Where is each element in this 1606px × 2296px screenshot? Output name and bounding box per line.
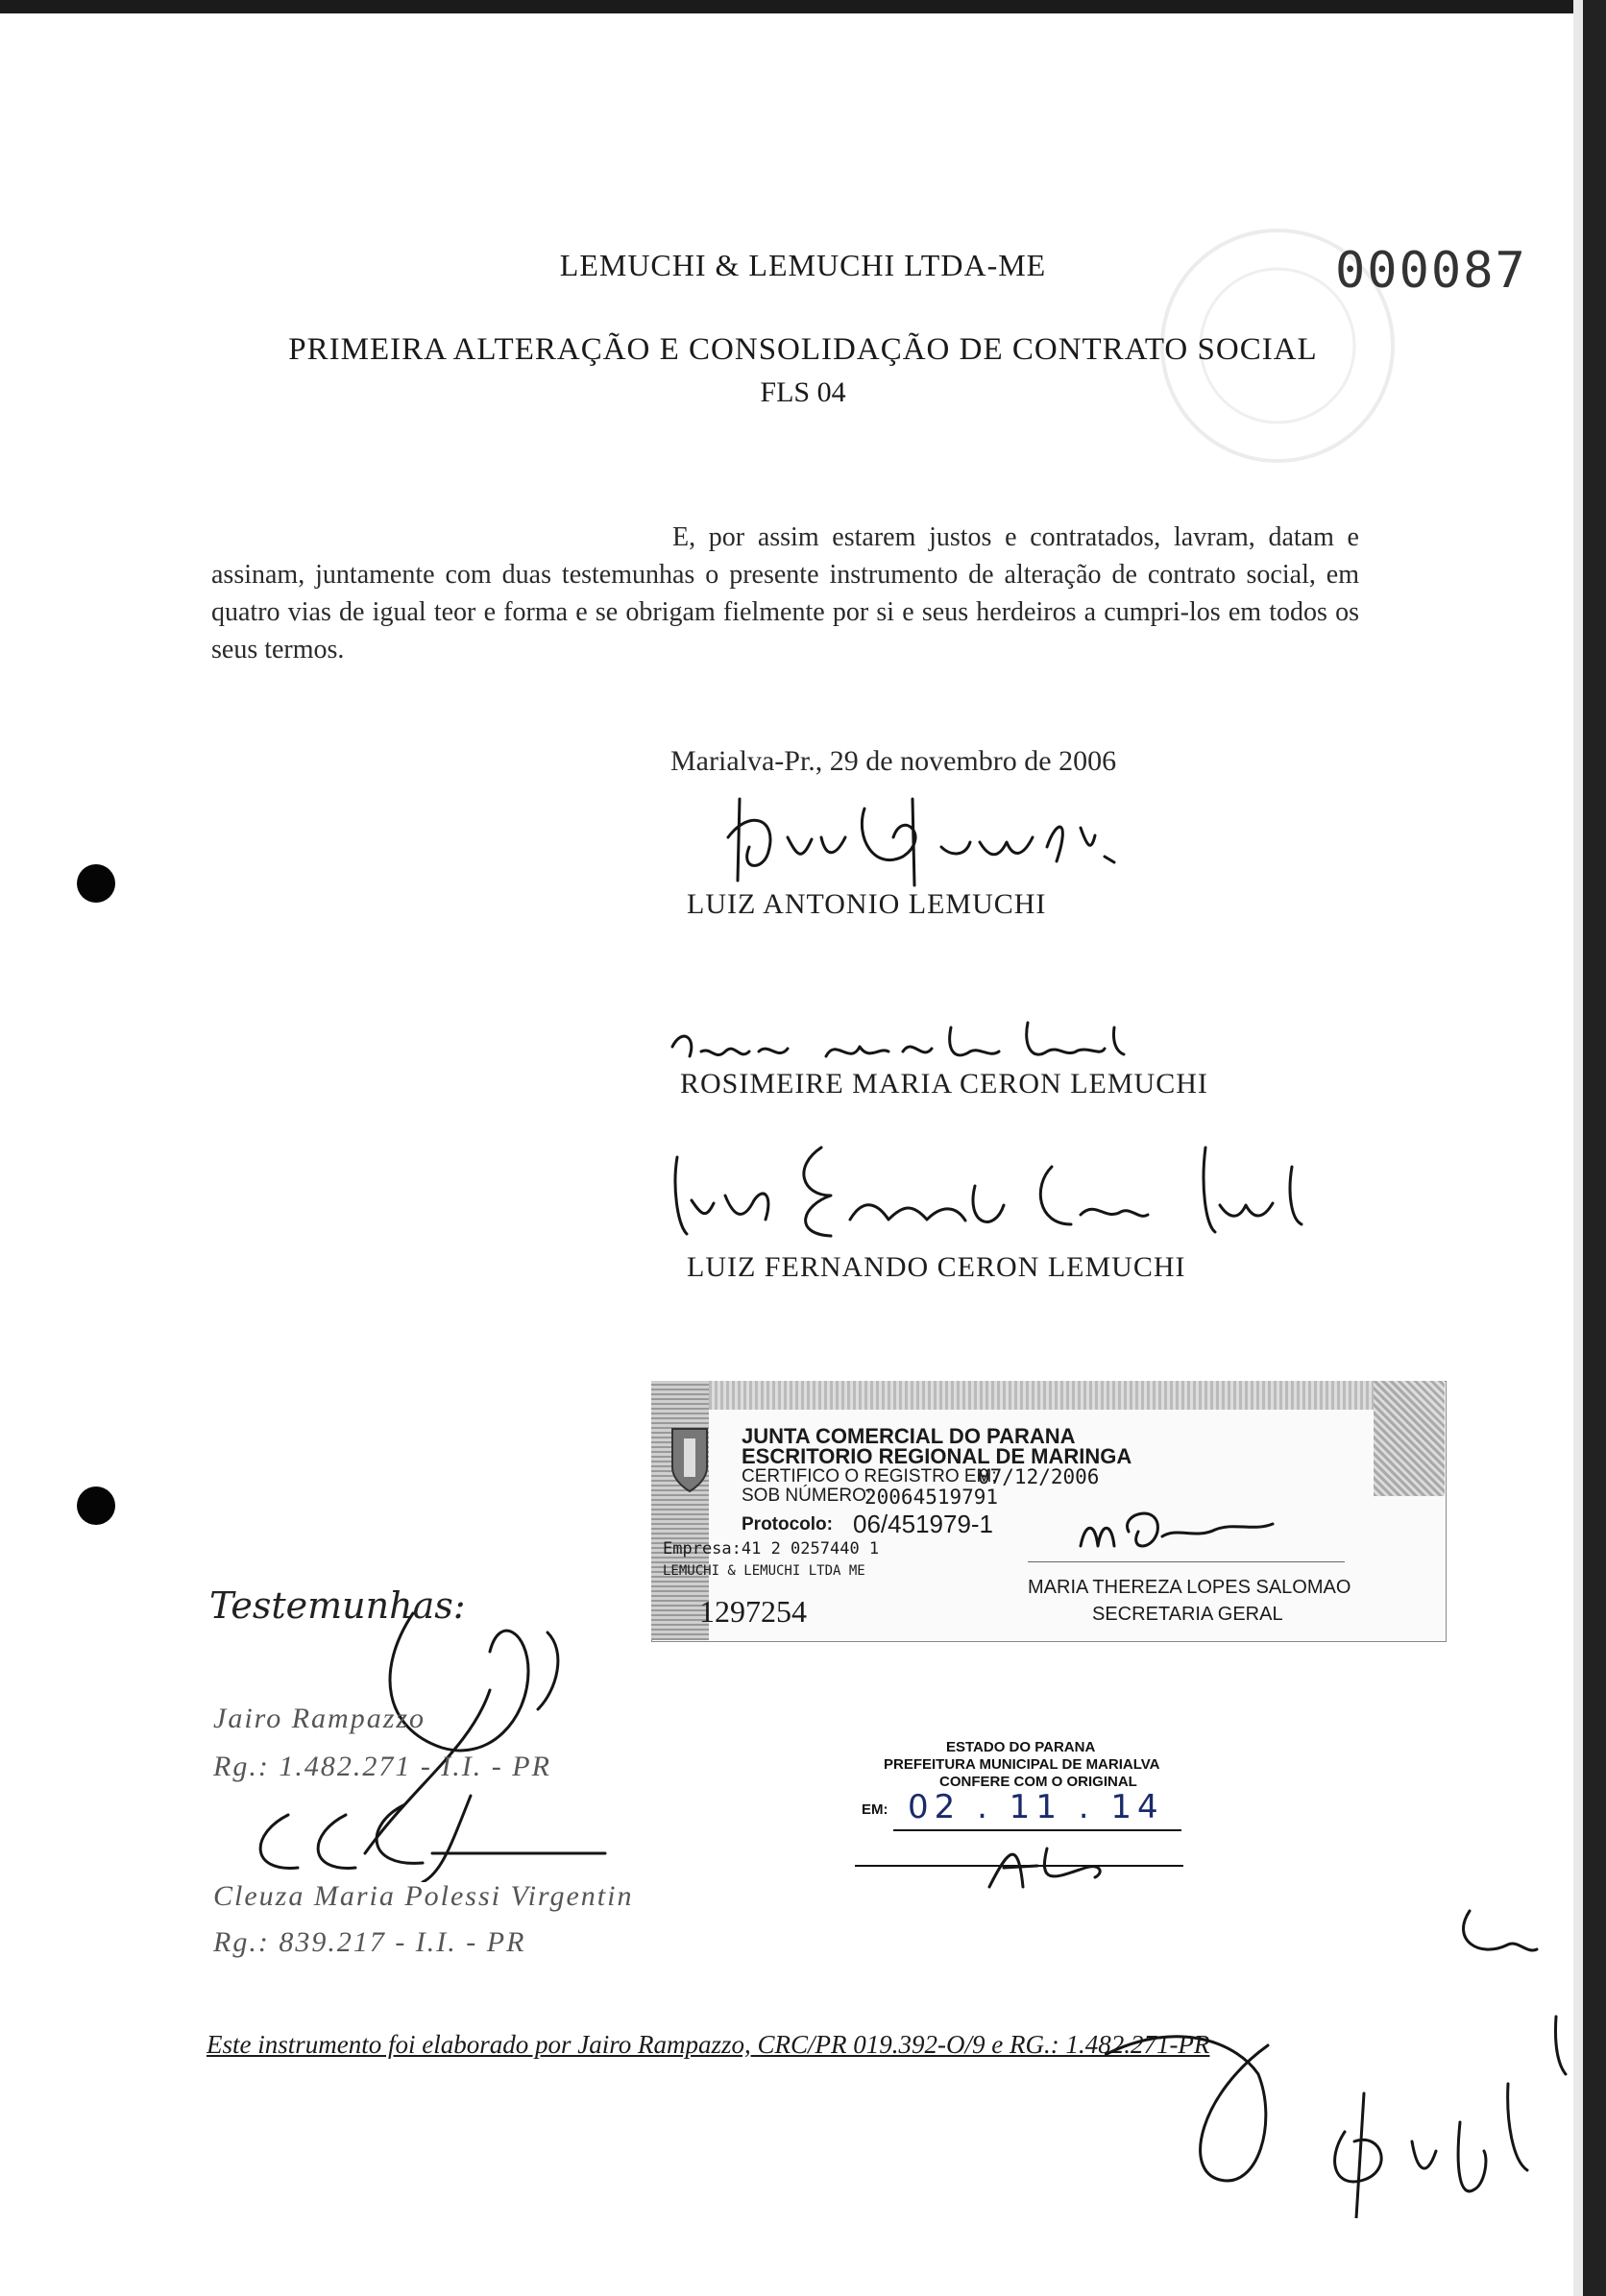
signatory-name-3: LUIZ FERNANDO CERON LEMUCHI <box>687 1251 1186 1283</box>
scan-top-edge <box>0 0 1606 13</box>
stamp-right-pattern <box>1374 1381 1445 1496</box>
stamp-board-name: JUNTA COMERCIAL DO PARANA <box>742 1424 1076 1448</box>
stamp-numero-label: SOB NÚMERO: <box>742 1486 872 1506</box>
municipal-stamp-date: 02 . 11 . 14 <box>908 1788 1164 1826</box>
stamp-empresa: Empresa:41 2 0257440 1 <box>663 1539 880 1559</box>
place-date: Marialva-Pr., 29 de novembro de 2006 <box>670 745 1117 777</box>
document-title: PRIMEIRA ALTERAÇÃO E CONSOLIDAÇÃO DE CONTRATO SOCIAL <box>288 332 1318 367</box>
stamp-empresa-name: LEMUCHI & LEMUCHI LTDA ME <box>663 1563 865 1579</box>
stamp-protocolo-label: Protocolo: <box>742 1514 833 1535</box>
municipal-stamp-city: PREFEITURA MUNICIPAL DE MARIALVA <box>884 1756 1160 1773</box>
footer-preparer-note: Este instrumento foi elaborado por Jairo Rampazzo, CRC/PR 019.392-O/9 e RG.: 1.482.271-PR <box>207 2030 1210 2059</box>
coat-of-arms-icon <box>665 1419 715 1496</box>
binder-hole-bottom <box>77 1486 115 1525</box>
witness-2-name: Cleuza Maria Polessi Virgentin <box>213 1880 634 1912</box>
stamp-top-band <box>651 1381 1445 1410</box>
registry-official-signature <box>1071 1493 1292 1560</box>
signature-luiz-fernando <box>658 1128 1350 1253</box>
stamp-official-name: MARIA THEREZA LOPES SALOMAO <box>1028 1577 1351 1598</box>
municipal-stamp-state: ESTADO DO PARANA <box>946 1739 1096 1755</box>
witness-2-rg: Rg.: 839.217 - I.I. - PR <box>213 1926 526 1958</box>
municipal-stamp-em-label: EM: <box>862 1801 888 1818</box>
municipal-stamp-confere: CONFERE COM O ORIGINAL <box>939 1774 1137 1790</box>
municipal-initials-signature <box>980 1829 1114 1897</box>
company-name: LEMUCHI & LEMUCHI LTDA-ME <box>559 248 1047 282</box>
witness-1-name: Jairo Rampazzo <box>213 1703 426 1734</box>
signature-rosimeire <box>663 1008 1201 1075</box>
binder-hole-top <box>77 864 115 903</box>
witnesses-label: Testemunhas: <box>209 1584 466 1627</box>
stamp-registration-number: 1297254 <box>699 1594 807 1629</box>
signatory-name-2: ROSIMEIRE MARIA CERON LEMUCHI <box>680 1068 1208 1100</box>
folio-number: 000087 <box>1335 242 1527 300</box>
witness-2-signature <box>231 1786 615 1882</box>
signature-luiz-antonio <box>711 780 1162 895</box>
stamp-office-name: ESCRITORIO REGIONAL DE MARINGA <box>742 1444 1132 1468</box>
stamp-certifico-label: CERTIFICO O REGISTRO EM: <box>742 1466 997 1486</box>
stamp-numero: 20064519791 <box>864 1486 999 1509</box>
page-number: FLS 04 <box>760 376 846 408</box>
signatory-name-1: LUIZ ANTONIO LEMUCHI <box>687 888 1047 920</box>
official-signature-line <box>1028 1561 1345 1562</box>
witness-1-rg: Rg.: 1.482.271 - I.I. - PR <box>213 1751 551 1782</box>
rubric-scribbles <box>1105 1901 1585 2218</box>
stamp-official-title: SECRETARIA GERAL <box>1092 1604 1283 1625</box>
stamp-protocolo: 06/451979-1 <box>853 1510 994 1538</box>
closing-paragraph: E, por assim estarem justos e contratados, lavram, datam e assinam, juntamente com duas testemunhas o presente instrumento de alteração de contrato social, em quatro vias de igual teor e forma e se obrigam fielmente por si e seus herdeiros a cumpri-los em todos os seus termos. <box>211 522 1359 665</box>
stamp-certifico-date: 07/12/2006 <box>978 1465 1100 1488</box>
